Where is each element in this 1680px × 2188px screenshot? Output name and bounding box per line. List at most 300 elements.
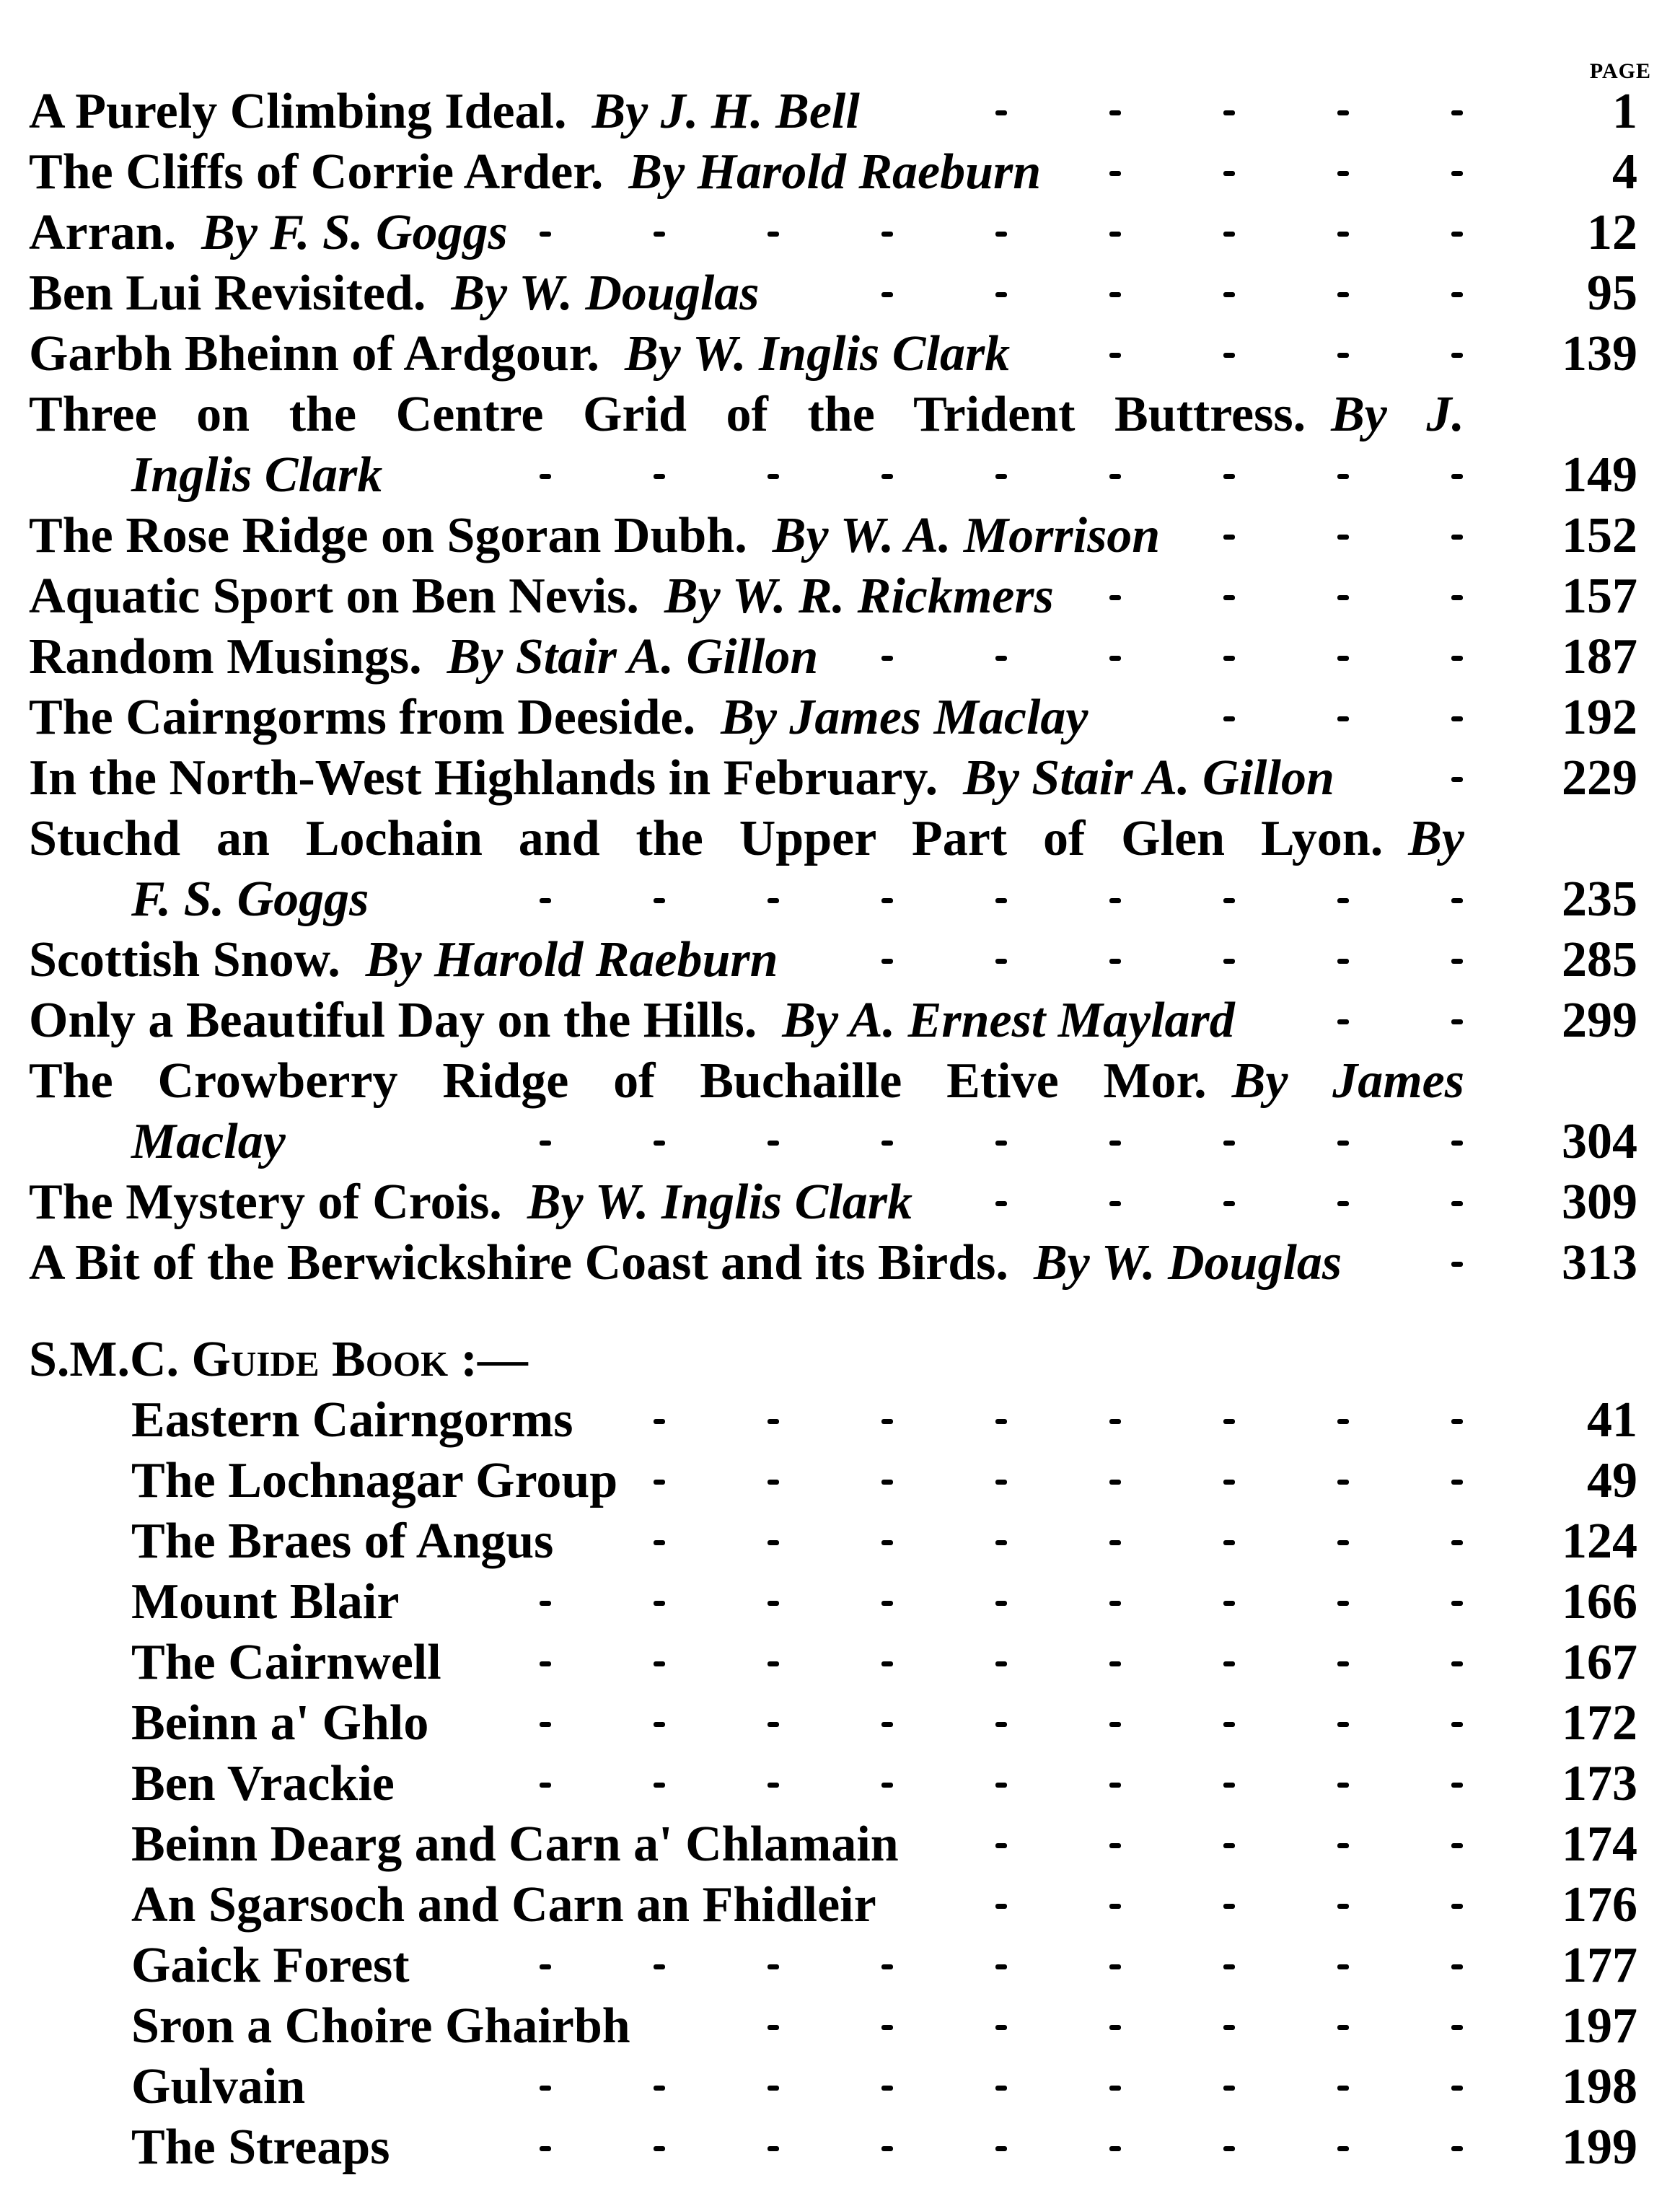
leader-dash [1223, 2086, 1235, 2091]
leader-dash [654, 1480, 665, 1485]
leader-dash [1451, 898, 1463, 903]
entry-title: The Rose Ridge on Sgoran Dubh. [29, 508, 747, 563]
page-number: 199 [1562, 2119, 1637, 2175]
leader-dash [1109, 2086, 1121, 2091]
page-number: 172 [1562, 1695, 1637, 1751]
guide-book-heading-text: S.M.C. Guide Book :— [29, 1332, 528, 1387]
page-number: 157 [1562, 568, 1637, 624]
toc-entry [29, 1996, 1637, 2057]
guide-item-title: The Braes of Angus [131, 1513, 554, 1569]
leader-dash [1451, 232, 1463, 237]
entry-text [29, 324, 1010, 385]
leader-dash [881, 474, 893, 479]
leader-dash [1337, 716, 1349, 721]
guide-item-title: The Streaps [131, 2119, 390, 2175]
leader-dash [1223, 1661, 1235, 1666]
entry-title: Scottish Snow. [29, 932, 340, 988]
toc-entry [29, 1233, 1637, 1293]
leader-dash [995, 1722, 1007, 1727]
leader-dash [654, 1964, 665, 1969]
leader-dash [881, 2025, 893, 2030]
guide-item-title: Sron a Choire Ghairbh [131, 1998, 630, 2054]
leader-dash [1223, 595, 1235, 600]
guide-item-title: Ben Vrackie [131, 1756, 395, 1811]
page-number: 12 [1587, 205, 1637, 260]
leader-dash [768, 898, 779, 903]
leader-dash [1337, 474, 1349, 479]
leader-dash [881, 1540, 893, 1545]
leader-dash [1337, 1019, 1349, 1024]
guide-item-title: Mount Blair [131, 1574, 400, 1630]
entry-text [29, 990, 1235, 1051]
page-number: 313 [1562, 1235, 1637, 1291]
entry-title: A Bit of the Berwickshire Coast and its Birds. [29, 1235, 1008, 1291]
page-number: 167 [1562, 1635, 1637, 1690]
leader-dash [1337, 171, 1349, 176]
leader-dash [1223, 1141, 1235, 1146]
leader-dash [1451, 1843, 1463, 1848]
leader-dash [1109, 232, 1121, 237]
leader-dash [1109, 292, 1121, 297]
leader-dash [768, 1419, 779, 1424]
leader-dash [995, 1964, 1007, 1969]
leader-dash [1223, 292, 1235, 297]
leader-dash [654, 1661, 665, 1666]
toc-entry [29, 324, 1637, 385]
leader-dash [1451, 1262, 1463, 1267]
leader-dash [1109, 1540, 1121, 1545]
leader-dash [995, 474, 1007, 479]
leader-dash [995, 959, 1007, 964]
leader-dash [881, 959, 893, 964]
leader-dash [654, 1601, 665, 1606]
guide-item-title: The Lochnagar Group [131, 1453, 618, 1508]
leader-dash [1109, 353, 1121, 358]
leader-dash [1337, 656, 1349, 661]
leader-dash [881, 898, 893, 903]
entry-text [131, 1511, 553, 1572]
leader-dash [1337, 1661, 1349, 1666]
entry-title: The Cliffs of Corrie Arder. [29, 144, 604, 200]
leader-dash [768, 1964, 779, 1969]
leader-dash [1109, 1843, 1121, 1848]
leader-dash [540, 1601, 551, 1606]
leader-dash [1451, 716, 1463, 721]
leader-dash [1109, 1480, 1121, 1485]
leader-dash [1337, 1843, 1349, 1848]
leader-dash [1109, 1964, 1121, 1969]
toc-entry [29, 2117, 1637, 2178]
entry-author: By J. [1331, 387, 1464, 442]
leader-dash [654, 1540, 665, 1545]
leader-dash [1223, 716, 1235, 721]
toc-entry [29, 930, 1637, 990]
leader-dash [1451, 1661, 1463, 1666]
leader-dash [1451, 110, 1463, 115]
page-number: 229 [1562, 750, 1637, 806]
entry-author: By J. H. Bell [591, 84, 860, 139]
leader-dash [1337, 1964, 1349, 1969]
leader-dash [881, 1141, 893, 1146]
leader-dash [1451, 959, 1463, 964]
entry-title: The Mystery of Crois. [29, 1174, 502, 1230]
leader-dash [1109, 656, 1121, 661]
leader-dash [1337, 959, 1349, 964]
leader-dash [995, 1904, 1007, 1909]
leader-dash [1223, 1843, 1235, 1848]
leader-dash [1337, 1480, 1349, 1485]
guide-item-title: Gaick Forest [131, 1938, 410, 1993]
leader-dash [995, 232, 1007, 237]
leader-dash [1109, 110, 1121, 115]
leader-dash [1451, 535, 1463, 540]
leader-dash [881, 1661, 893, 1666]
entry-author: By [1408, 811, 1464, 866]
leader-dash [1451, 777, 1463, 782]
leader-dash [995, 2025, 1007, 2030]
leader-dash [995, 1661, 1007, 1666]
leader-dash [995, 1141, 1007, 1146]
entry-title: Aquatic Sport on Ben Nevis. [29, 568, 639, 624]
toc-entry [29, 990, 1637, 1051]
table-of-contents [29, 82, 1637, 2178]
leader-dash [995, 1540, 1007, 1545]
toc-entry [29, 1451, 1637, 1511]
page-number: 1 [1612, 84, 1637, 139]
leader-dash [1337, 1141, 1349, 1146]
leader-dash [1337, 898, 1349, 903]
toc-entry [29, 627, 1637, 687]
toc-entry [29, 748, 1637, 809]
page-number: 299 [1562, 993, 1637, 1048]
page-number: 152 [1562, 508, 1637, 563]
leader-dash [995, 110, 1007, 115]
entry-text [131, 445, 382, 506]
leader-dash [540, 2146, 551, 2151]
leader-dash [995, 1480, 1007, 1485]
leader-dash [540, 1141, 551, 1146]
entry-author: By Harold Raeburn [365, 932, 778, 988]
leader-dash [1223, 1904, 1235, 1909]
entry-text [131, 1572, 399, 1633]
entry-text [29, 566, 1054, 627]
leader-dash [881, 1480, 893, 1485]
toc-entry [29, 142, 1637, 203]
leader-dash [1223, 535, 1235, 540]
toc-entry [29, 506, 1637, 566]
page-number: 177 [1562, 1938, 1637, 1993]
entry-title: Random Musings. [29, 629, 422, 685]
leader-dash [1337, 353, 1349, 358]
leader-dash [881, 1419, 893, 1424]
toc-entry [29, 566, 1637, 627]
entry-title: In the North-West Highlands in February. [29, 750, 938, 806]
leader-dash [768, 2025, 779, 2030]
entry-text [29, 203, 508, 263]
toc-entry [29, 869, 1637, 930]
page-number: 4 [1612, 144, 1637, 200]
leader-dash [540, 2086, 551, 2091]
leader-dash [540, 1964, 551, 1969]
leader-dash [1223, 1480, 1235, 1485]
entry-text [29, 930, 778, 990]
guide-item-title: Beinn a' Ghlo [131, 1695, 429, 1751]
leader-dash [1337, 535, 1349, 540]
leader-dash [881, 2086, 893, 2091]
leader-dash [1223, 1201, 1235, 1206]
leader-dash [768, 474, 779, 479]
leader-dash [1337, 1904, 1349, 1909]
entry-text [29, 748, 1334, 809]
entry-author: Maclay [131, 1114, 286, 1169]
toc-entry [29, 1112, 1637, 1172]
leader-dash [1109, 1201, 1121, 1206]
leader-dash [881, 1722, 893, 1727]
entry-text [29, 809, 1464, 869]
entry-text [29, 687, 1088, 748]
leader-dash [654, 1419, 665, 1424]
leader-dash [1109, 595, 1121, 600]
leader-dash [768, 1722, 779, 1727]
leader-dash [995, 1783, 1007, 1788]
page-number: 139 [1562, 326, 1637, 382]
leader-dash [1109, 2025, 1121, 2030]
page-column-label: PAGE [1589, 59, 1651, 83]
entry-text [29, 142, 1041, 203]
leader-dash [654, 898, 665, 903]
leader-dash [1223, 353, 1235, 358]
leader-dash [1223, 1540, 1235, 1545]
entry-text [131, 1875, 876, 1936]
toc-entry [29, 2057, 1637, 2117]
entry-author: By Harold Raeburn [628, 144, 1042, 200]
entry-title: The Crowberry Ridge of Buchaille Etive Mor. [29, 1053, 1207, 1109]
guide-item-title: Gulvain [131, 2059, 306, 2114]
toc-entry [29, 1754, 1637, 1814]
leader-dash [768, 1601, 779, 1606]
leader-dash [1337, 2025, 1349, 2030]
leader-dash [1451, 2086, 1463, 2091]
leader-dash [1109, 1419, 1121, 1424]
leader-dash [1223, 2025, 1235, 2030]
leader-dash [654, 1722, 665, 1727]
leader-dash [995, 2086, 1007, 2091]
leader-dash [1451, 1964, 1463, 1969]
entry-author: By Stair A. Gillon [447, 629, 819, 685]
entry-title: The Cairngorms from Deeside. [29, 690, 696, 745]
guide-item-title: The Cairnwell [131, 1635, 441, 1690]
page-number: 309 [1562, 1174, 1637, 1230]
leader-dash [1109, 898, 1121, 903]
entry-text [29, 385, 1464, 445]
leader-dash [1451, 1601, 1463, 1606]
leader-dash [995, 898, 1007, 903]
entry-text [29, 627, 818, 687]
entry-text [29, 263, 760, 324]
leader-dash [1223, 1783, 1235, 1788]
leader-dash [1337, 1722, 1349, 1727]
entry-author: By Stair A. Gillon [963, 750, 1334, 806]
leader-dash [654, 2146, 665, 2151]
page-number: 176 [1562, 1877, 1637, 1933]
leader-dash [1451, 474, 1463, 479]
page-number: 41 [1587, 1392, 1637, 1448]
leader-dash [1451, 353, 1463, 358]
leader-dash [1337, 1419, 1349, 1424]
page-number: 174 [1562, 1816, 1637, 1872]
leader-dash [1109, 474, 1121, 479]
section-gap [29, 1293, 1637, 1330]
leader-dash [1223, 898, 1235, 903]
entry-text [29, 1051, 1464, 1112]
leader-dash [1223, 1722, 1235, 1727]
entry-title: Garbh Bheinn of Ardgour. [29, 326, 599, 382]
page-number: 49 [1587, 1453, 1637, 1508]
leader-dash [768, 2146, 779, 2151]
leader-dash [1337, 232, 1349, 237]
entry-text [29, 1233, 1342, 1293]
toc-entry [29, 809, 1637, 869]
leader-dash [1451, 1480, 1463, 1485]
page-number: 95 [1587, 265, 1637, 321]
leader-dash [1451, 1019, 1463, 1024]
entry-title: Arran. [29, 205, 177, 260]
entry-text [131, 1754, 395, 1814]
leader-dash [654, 232, 665, 237]
leader-dash [1223, 474, 1235, 479]
toc-entry [29, 1572, 1637, 1633]
leader-dash [995, 1601, 1007, 1606]
page-number: 187 [1562, 629, 1637, 685]
leader-dash [1451, 656, 1463, 661]
entry-author: By F. S. Goggs [201, 205, 508, 260]
leader-dash [995, 2146, 1007, 2151]
leader-dash [1223, 171, 1235, 176]
entry-author: By W. Inglis Clark [624, 326, 1011, 382]
leader-dash [1451, 1904, 1463, 1909]
leader-dash [1451, 2146, 1463, 2151]
leader-dash [1223, 1964, 1235, 1969]
leader-dash [1109, 2146, 1121, 2151]
leader-dash [768, 1480, 779, 1485]
guide-item-title: An Sgarsoch and Carn an Fhidleir [131, 1877, 876, 1933]
entry-text [131, 1390, 573, 1451]
entry-title: Only a Beautiful Day on the Hills. [29, 993, 757, 1048]
leader-dash [1451, 2025, 1463, 2030]
entry-text [29, 82, 860, 142]
entry-author: By James [1231, 1053, 1464, 1109]
leader-dash [768, 1783, 779, 1788]
page-number: 173 [1562, 1756, 1637, 1811]
leader-dash [540, 1783, 551, 1788]
leader-dash [1337, 595, 1349, 600]
entry-author: By A. Ernest Maylard [782, 993, 1235, 1048]
toc-entry [29, 1511, 1637, 1572]
entry-text [131, 1451, 617, 1511]
leader-dash [995, 292, 1007, 297]
leader-dash [1337, 1201, 1349, 1206]
page-number: 198 [1562, 2059, 1637, 2114]
toc-entry [29, 385, 1637, 445]
leader-dash [1109, 1722, 1121, 1727]
leader-dash [1451, 171, 1463, 176]
leader-dash [1223, 232, 1235, 237]
entry-text [131, 1633, 441, 1693]
toc-entry [29, 1875, 1637, 1936]
leader-dash [1337, 1601, 1349, 1606]
leader-dash [1109, 959, 1121, 964]
leader-dash [654, 2086, 665, 2091]
leader-dash [540, 1661, 551, 1666]
page-number: 166 [1562, 1574, 1637, 1630]
leader-dash [1223, 110, 1235, 115]
entry-text [131, 1112, 286, 1172]
leader-dash [881, 292, 893, 297]
leader-dash [1109, 1601, 1121, 1606]
leader-dash [1337, 2146, 1349, 2151]
leader-dash [1109, 1141, 1121, 1146]
entry-text [131, 2057, 305, 2117]
toc-entry [29, 1051, 1637, 1112]
leader-dash [1109, 1783, 1121, 1788]
entry-title: Three on the Centre Grid of the Trident Buttress. [29, 387, 1306, 442]
leader-dash [881, 1601, 893, 1606]
leader-dash [1451, 292, 1463, 297]
leader-dash [540, 1722, 551, 1727]
leader-dash [654, 1141, 665, 1146]
entry-title: A Purely Climbing Ideal. [29, 84, 567, 139]
toc-entry [29, 263, 1637, 324]
leader-dash [1337, 1783, 1349, 1788]
entry-author: Inglis Clark [131, 447, 383, 503]
entry-text [29, 1172, 912, 1233]
page-number: 124 [1562, 1513, 1637, 1569]
leader-dash [1109, 171, 1121, 176]
leader-dash [654, 1783, 665, 1788]
leader-dash [1223, 959, 1235, 964]
leader-dash [881, 2146, 893, 2151]
leader-dash [1337, 2086, 1349, 2091]
leader-dash [881, 1783, 893, 1788]
leader-dash [1451, 1722, 1463, 1727]
toc-entry [29, 1693, 1637, 1754]
leader-dash [768, 232, 779, 237]
page-number: 192 [1562, 690, 1637, 745]
leader-dash [1223, 1601, 1235, 1606]
leader-dash [1337, 292, 1349, 297]
leader-dash [1451, 595, 1463, 600]
page-number: 235 [1562, 871, 1637, 927]
entry-author: By James Maclay [721, 690, 1089, 745]
toc-entry [29, 203, 1637, 263]
toc-entry [29, 1172, 1637, 1233]
leader-dash [881, 1964, 893, 1969]
leader-dash [995, 656, 1007, 661]
leader-dash [1337, 1540, 1349, 1545]
guide-book-heading [29, 1330, 1637, 1390]
entry-text [131, 1693, 428, 1754]
leader-dash [1451, 1540, 1463, 1545]
leader-dash [881, 232, 893, 237]
page-number: 197 [1562, 1998, 1637, 2054]
leader-dash [540, 474, 551, 479]
leader-dash [768, 1540, 779, 1545]
leader-dash [1337, 110, 1349, 115]
entry-author: By W. A. Morrison [772, 508, 1161, 563]
leader-dash [1223, 1419, 1235, 1424]
leader-dash [1451, 1783, 1463, 1788]
leader-dash [1451, 1419, 1463, 1424]
